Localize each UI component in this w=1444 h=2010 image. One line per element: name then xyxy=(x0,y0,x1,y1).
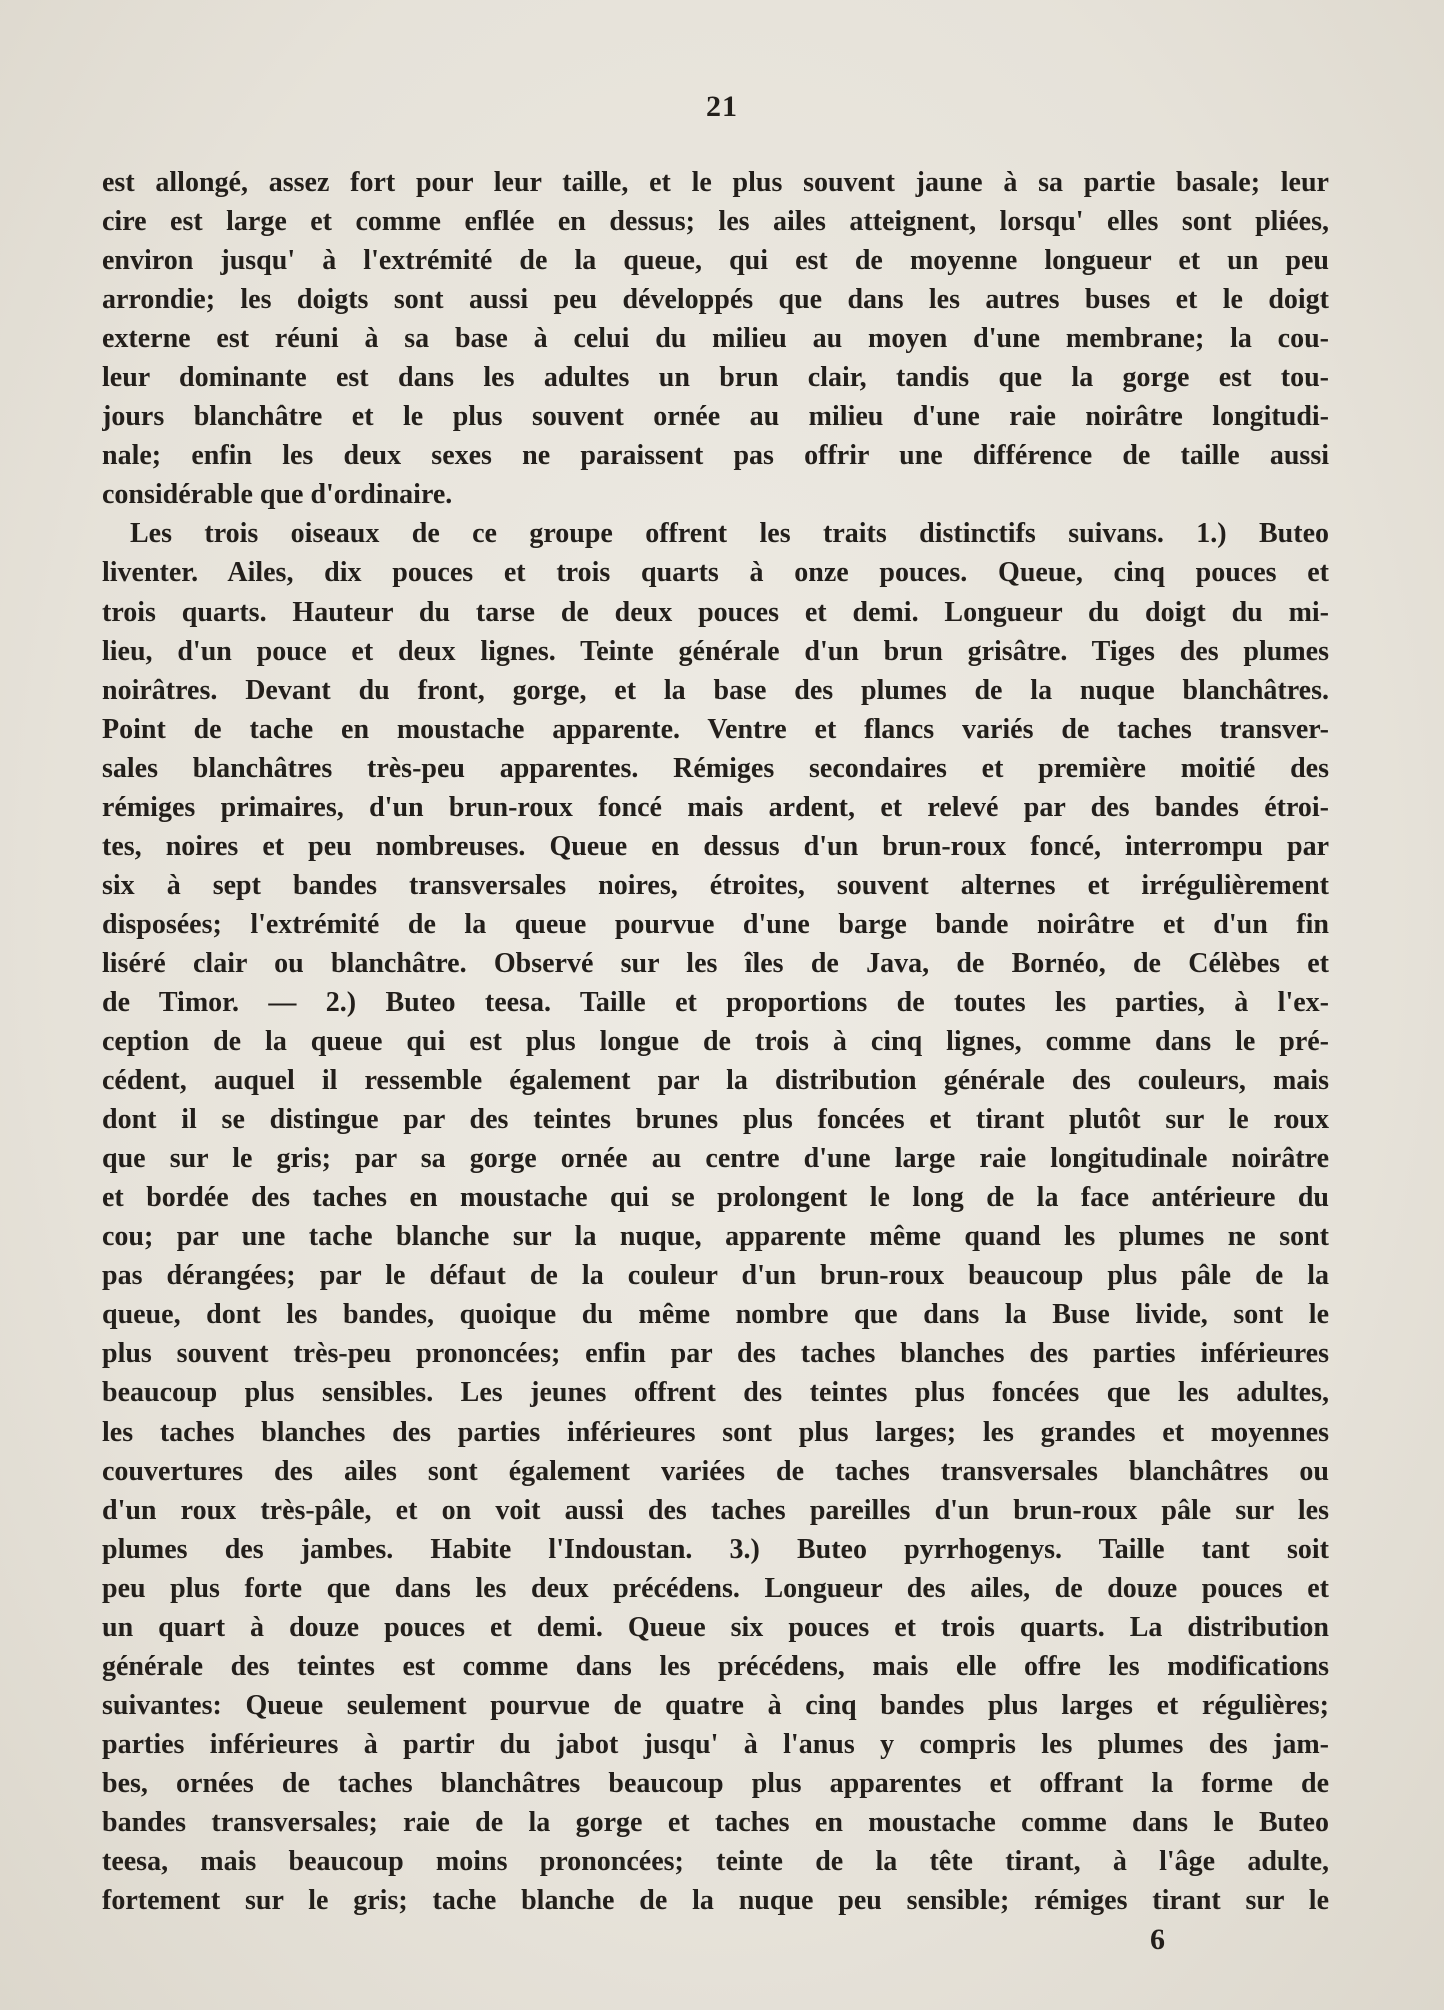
text-line: sales blanchâtres très-peu apparentes. Rémiges secondaires et première moitié des xyxy=(102,752,1329,784)
text-line: arrondie; les doigts sont aussi peu développés que dans les autres buses et le doigt xyxy=(102,284,1329,316)
text-line: liventer. Ailes, dix pouces et trois quarts à onze pouces. Queue, cinq pouces et xyxy=(102,557,1329,589)
text-line: leur dominante est dans les adultes un brun clair, tandis que la gorge est tou- xyxy=(102,362,1329,394)
text-line: considérable que d'ordinaire. xyxy=(102,479,453,511)
text-line: externe est réuni à sa base à celui du milieu au moyen d'une membrane; la cou- xyxy=(102,323,1329,355)
text-line: un quart à douze pouces et demi. Queue six pouces et trois quarts. La distribution xyxy=(102,1611,1329,1643)
text-line: de Timor. — 2.) Buteo teesa. Taille et proportions de toutes les parties, à l'ex- xyxy=(102,986,1329,1018)
text-line: rémiges primaires, d'un brun-roux foncé mais ardent, et relevé par des bandes étroi- xyxy=(102,791,1329,823)
text-line: et bordée des taches en moustache qui se prolongent le long de la face antérieure du xyxy=(102,1182,1329,1214)
signature-mark: 6 xyxy=(1150,1923,1165,1956)
text-line: fortement sur le gris; tache blanche de la nuque peu sensible; rémiges tirant sur le xyxy=(102,1885,1329,1917)
text-line: est allongé, assez fort pour leur taille, et le plus souvent jaune à sa partie basale; leur xyxy=(102,167,1329,198)
text-line: que sur le gris; par sa gorge ornée au centre d'une large raie longitudinale noirâtre xyxy=(102,1143,1329,1175)
text-line: liséré clair ou blanchâtre. Observé sur les îles de Java, de Bornéo, de Célèbes et xyxy=(102,947,1329,979)
text-line: nale; enfin les deux sexes ne paraissent pas offrir une différence de taille aussi xyxy=(102,440,1329,472)
text-line: beaucoup plus sensibles. Les jeunes offrent des teintes plus foncées que les adultes, xyxy=(102,1377,1329,1409)
text-line: cire est large et comme enflée en dessus; les ailes atteignent, lorsqu' elles sont pliées, xyxy=(102,206,1329,238)
text-line: noirâtres. Devant du front, gorge, et la base des plumes de la nuque blanchâtres. xyxy=(102,674,1329,706)
text-line: jours blanchâtre et le plus souvent ornée au milieu d'une raie noirâtre longitudi- xyxy=(102,401,1329,433)
text-line: teesa, mais beaucoup moins prononcées; teinte de la tête tirant, à l'âge adulte, xyxy=(102,1846,1329,1878)
text-line: Point de tache en moustache apparente. Ventre et flancs variés de taches transver- xyxy=(102,713,1329,745)
text-line: trois quarts. Hauteur du tarse de deux pouces et demi. Longueur du doigt du mi- xyxy=(102,596,1329,628)
text-line: ception de la queue qui est plus longue de trois à cinq lignes, comme dans le pré- xyxy=(102,1026,1329,1058)
text-line: six à sept bandes transversales noires, étroites, souvent alternes et irrégulièrement xyxy=(102,869,1329,901)
body-text xyxy=(102,163,1329,1920)
text-line: dont il se distingue par des teintes brunes plus foncées et tirant plutôt sur le roux xyxy=(102,1104,1329,1136)
text-line: cédent, auquel il ressemble également par la distribution générale des couleurs, mais xyxy=(102,1065,1329,1097)
text-line: couvertures des ailes sont également variées de taches transversales blanchâtres ou xyxy=(102,1455,1329,1487)
text-line: d'un roux très-pâle, et on voit aussi des taches pareilles d'un brun-roux pâle sur les xyxy=(102,1494,1329,1526)
text-line: plumes des jambes. Habite l'Indoustan. 3.) Buteo pyrrhogenys. Taille tant soit xyxy=(102,1533,1329,1565)
text-line: parties inférieures à partir du jabot jusqu' à l'anus y compris les plumes des jam- xyxy=(102,1728,1329,1760)
text-line: Les trois oiseaux de ce groupe offrent les traits distinctifs suivans. 1.) Buteo xyxy=(130,518,1329,550)
text-line: les taches blanches des parties inférieures sont plus larges; les grandes et moyennes xyxy=(102,1416,1329,1448)
text-line: suivantes: Queue seulement pourvue de quatre à cinq bandes plus larges et régulières; xyxy=(102,1689,1329,1721)
text-line: tes, noires et peu nombreuses. Queue en dessus d'un brun-roux foncé, interrompu par xyxy=(102,830,1329,862)
text-line: environ jusqu' à l'extrémité de la queue, qui est de moyenne longueur et un peu xyxy=(102,245,1329,277)
text-line: pas dérangées; par le défaut de la couleur d'un brun-roux beaucoup plus pâle de la xyxy=(102,1260,1329,1292)
page-number: 21 xyxy=(706,90,738,123)
text-line: bes, ornées de taches blanchâtres beaucoup plus apparentes et offrant la forme de xyxy=(102,1767,1329,1799)
text-line: cou; par une tache blanche sur la nuque, apparente même quand les plumes ne sont xyxy=(102,1221,1329,1253)
text-line: queue, dont les bandes, quoique du même nombre que dans la Buse livide, sont le xyxy=(102,1299,1329,1331)
text-line: bandes transversales; raie de la gorge et taches en moustache comme dans le Buteo xyxy=(102,1806,1329,1838)
text-line: lieu, d'un pouce et deux lignes. Teinte générale d'un brun grisâtre. Tiges des plumes xyxy=(102,635,1329,667)
text-line: générale des teintes est comme dans les précédens, mais elle offre les modifications xyxy=(102,1650,1329,1682)
text-line: peu plus forte que dans les deux précédens. Longueur des ailes, de douze pouces et xyxy=(102,1572,1329,1604)
text-line: disposées; l'extrémité de la queue pourvue d'une barge bande noirâtre et d'un fin xyxy=(102,908,1329,940)
text-line: plus souvent très-peu prononcées; enfin par des taches blanches des parties inférieures xyxy=(102,1338,1329,1370)
